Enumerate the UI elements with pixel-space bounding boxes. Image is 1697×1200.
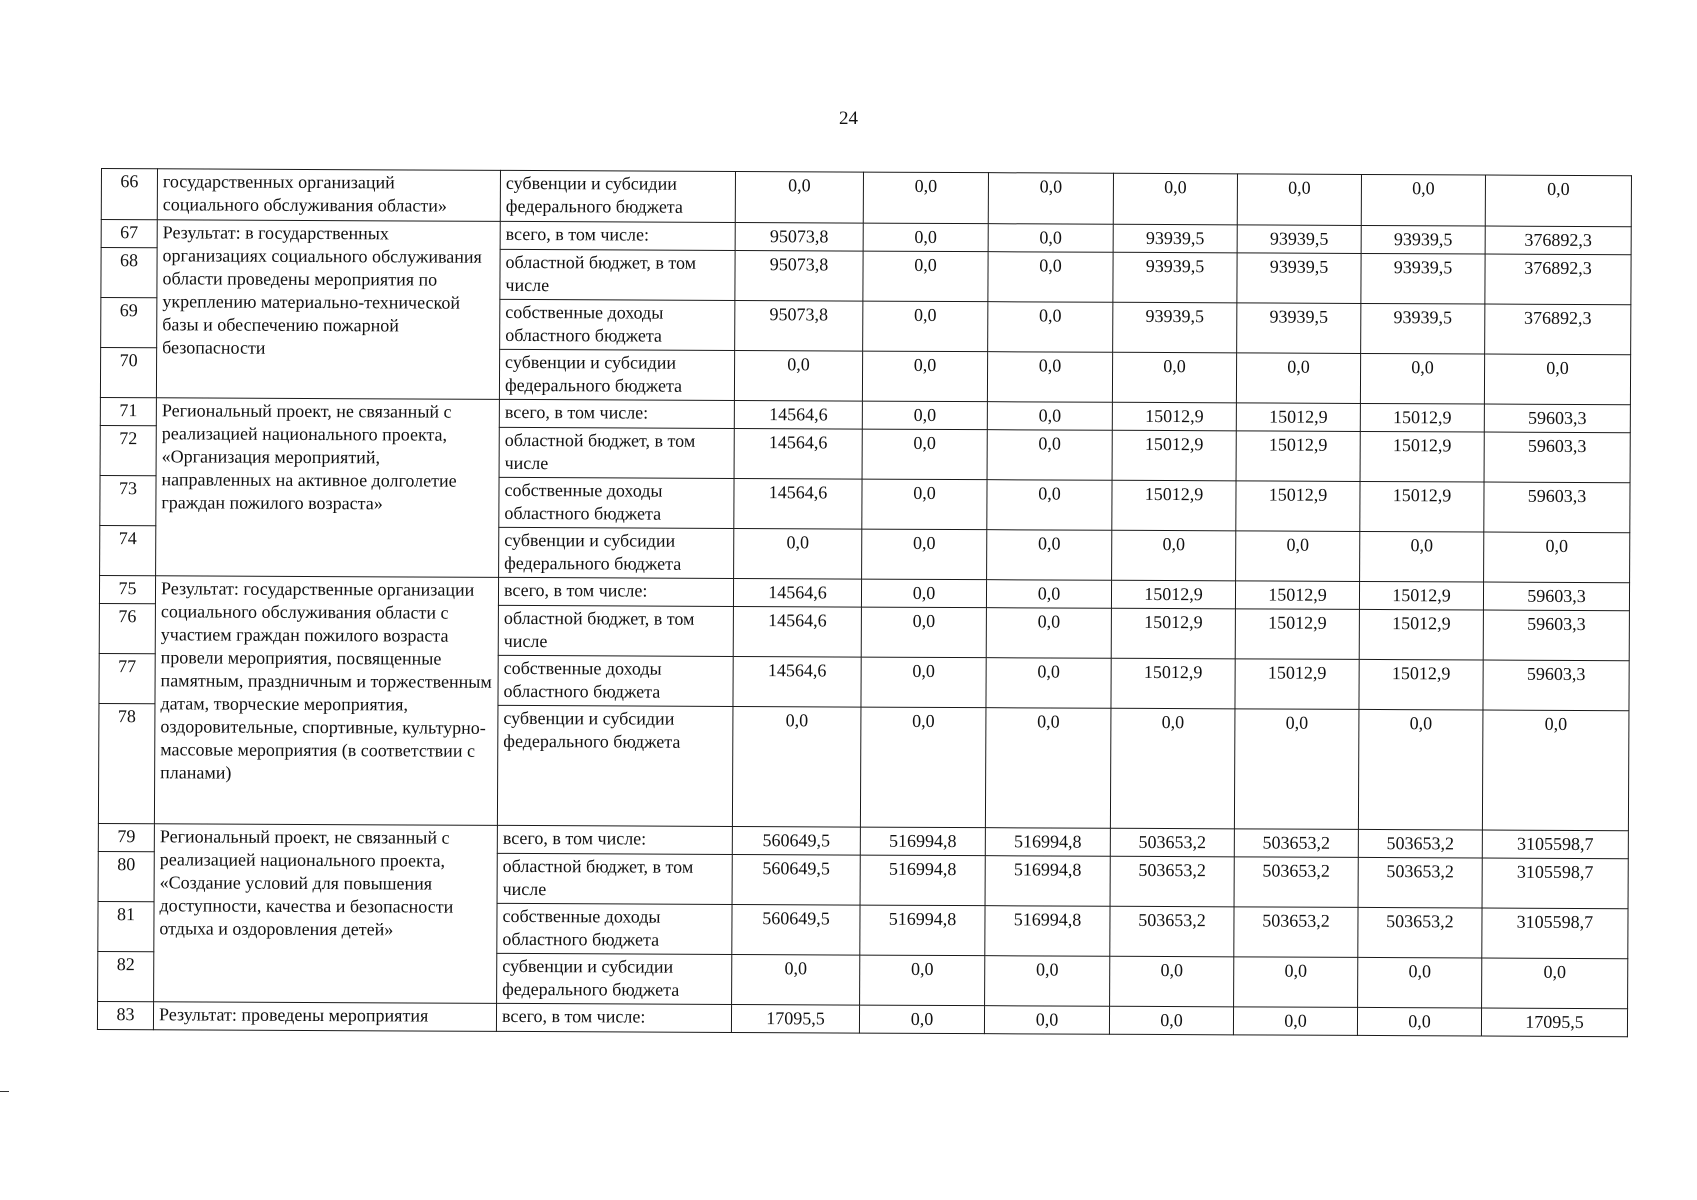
value-cell: 15012,9 xyxy=(1359,609,1483,660)
value-cell: 0,0 xyxy=(1237,174,1361,226)
value-cell: 503653,2 xyxy=(1358,857,1482,908)
item-name: государственных организаций социального обслуживания области» xyxy=(157,169,500,222)
value-cell: 376892,3 xyxy=(1485,304,1631,355)
value-cell: 0,0 xyxy=(987,430,1112,481)
item-name: Результат: государственные организации социального обслуживания области с участием граждан пожилого возраста провели мероприятия, посвященные памятным, праздничным и торжественным датам, творческие мероприятия, оздоровительные, спортивные, культурно-массовые мероприятия (в соответствии с планами) xyxy=(154,576,498,826)
value-cell: 0,0 xyxy=(987,352,1112,403)
value-cell: 93939,5 xyxy=(1113,302,1237,353)
table-row xyxy=(101,169,1631,227)
value-cell: 0,0 xyxy=(1360,353,1484,404)
table-row xyxy=(100,397,1630,432)
row-number: 69 xyxy=(101,298,157,348)
row-number: 67 xyxy=(101,220,157,248)
funding-source: всего, в том числе: xyxy=(496,1003,731,1032)
row-number: 80 xyxy=(98,851,154,901)
value-cell: 0,0 xyxy=(1484,532,1630,583)
row-number: 73 xyxy=(100,475,156,525)
value-cell: 0,0 xyxy=(1110,956,1234,1007)
value-cell: 0,0 xyxy=(1358,957,1482,1008)
value-cell: 15012,9 xyxy=(1360,481,1484,532)
value-cell: 0,0 xyxy=(1112,530,1236,581)
table-row xyxy=(97,1001,1627,1036)
value-cell: 503653,2 xyxy=(1358,829,1482,858)
value-cell: 503653,2 xyxy=(1234,907,1358,958)
funding-source: субвенции и субсидии федерального бюджета xyxy=(500,170,735,222)
item-name: Результат: проведены мероприятия xyxy=(153,1002,496,1032)
value-cell: 15012,9 xyxy=(1111,580,1235,609)
value-cell: 59603,3 xyxy=(1484,482,1630,533)
value-cell: 0,0 xyxy=(1234,957,1358,1008)
value-cell: 376892,3 xyxy=(1485,254,1631,305)
value-cell: 0,0 xyxy=(988,302,1113,353)
value-cell: 0,0 xyxy=(1236,531,1360,582)
value-cell: 17095,5 xyxy=(1481,1008,1627,1037)
value-cell: 15012,9 xyxy=(1112,402,1236,431)
value-cell: 15012,9 xyxy=(1359,581,1483,610)
value-cell: 503653,2 xyxy=(1234,829,1358,858)
value-cell: 0,0 xyxy=(863,301,988,352)
table-row xyxy=(98,823,1628,858)
value-cell: 516994,8 xyxy=(985,856,1110,907)
value-cell: 0,0 xyxy=(1234,709,1359,830)
value-cell: 0,0 xyxy=(1109,1006,1233,1035)
value-cell: 59603,3 xyxy=(1483,660,1629,711)
value-cell: 0,0 xyxy=(988,252,1113,303)
value-cell: 15012,9 xyxy=(1111,608,1235,659)
value-cell: 95073,8 xyxy=(735,222,863,251)
value-cell: 15012,9 xyxy=(1111,658,1235,709)
funding-source: областной бюджет, в том числе xyxy=(497,853,732,904)
value-cell: 93939,5 xyxy=(1237,253,1361,304)
value-cell: 503653,2 xyxy=(1234,857,1358,908)
row-number: 74 xyxy=(100,525,156,575)
value-cell: 0,0 xyxy=(863,251,988,302)
funding-source: собственные доходы областного бюджета xyxy=(499,477,734,528)
value-cell: 0,0 xyxy=(1233,1007,1357,1036)
value-cell: 3105598,7 xyxy=(1482,830,1628,859)
value-cell: 0,0 xyxy=(985,956,1110,1007)
row-number: 77 xyxy=(99,653,155,703)
value-cell: 0,0 xyxy=(1484,354,1630,405)
funding-source: субвенции и субсидии федерального бюджета xyxy=(497,953,732,1004)
value-cell: 59603,3 xyxy=(1484,404,1630,433)
value-cell: 0,0 xyxy=(734,528,862,579)
row-number: 68 xyxy=(101,248,157,298)
value-cell: 0,0 xyxy=(862,429,987,480)
funding-source: субвенции и субсидии федерального бюджета xyxy=(497,705,733,826)
value-cell: 15012,9 xyxy=(1236,403,1360,432)
value-cell: 0,0 xyxy=(861,607,986,658)
page-number: 24 xyxy=(839,108,858,129)
value-cell: 14564,6 xyxy=(734,428,862,479)
value-cell: 560649,5 xyxy=(732,904,860,955)
value-cell: 0,0 xyxy=(735,171,863,223)
margin-mark xyxy=(0,1091,9,1092)
row-number: 66 xyxy=(101,169,157,220)
value-cell: 59603,3 xyxy=(1483,582,1629,611)
row-number: 82 xyxy=(98,951,154,1001)
row-number: 76 xyxy=(99,603,155,653)
value-cell: 15012,9 xyxy=(1360,403,1484,432)
value-cell: 15012,9 xyxy=(1236,431,1360,482)
value-cell: 516994,8 xyxy=(860,905,985,956)
value-cell: 0,0 xyxy=(1482,710,1629,831)
value-cell: 15012,9 xyxy=(1235,609,1359,660)
value-cell: 14564,6 xyxy=(733,606,861,657)
value-cell: 95073,8 xyxy=(735,250,863,301)
value-cell: 0,0 xyxy=(984,1006,1109,1035)
value-cell: 560649,5 xyxy=(732,826,860,855)
table-body xyxy=(97,169,1631,1037)
value-cell: 15012,9 xyxy=(1359,659,1483,710)
value-cell: 15012,9 xyxy=(1112,430,1236,481)
value-cell: 93939,5 xyxy=(1113,252,1237,303)
value-cell: 0,0 xyxy=(1485,175,1631,227)
funding-source: областной бюджет, в том числе xyxy=(500,249,735,300)
value-cell: 0,0 xyxy=(862,351,987,402)
value-cell: 15012,9 xyxy=(1360,431,1484,482)
value-cell: 503653,2 xyxy=(1110,828,1234,857)
funding-source: всего, в том числе: xyxy=(497,825,732,854)
value-cell: 516994,8 xyxy=(860,827,985,856)
value-cell: 0,0 xyxy=(1360,531,1484,582)
item-name: Региональный проект, не связанный с реализацией национального проекта, «Создание условий для повышения доступности, качества и безопасности отдыха и оздоровления детей» xyxy=(154,824,498,1004)
value-cell: 95073,8 xyxy=(735,300,863,351)
value-cell: 0,0 xyxy=(732,706,861,827)
value-cell: 376892,3 xyxy=(1485,226,1631,255)
value-cell: 0,0 xyxy=(862,529,987,580)
value-cell: 0,0 xyxy=(988,173,1113,225)
value-cell: 0,0 xyxy=(1482,958,1628,1009)
funding-source: всего, в том числе: xyxy=(499,399,734,428)
row-number: 71 xyxy=(100,397,156,425)
value-cell: 0,0 xyxy=(863,223,988,252)
value-cell: 93939,5 xyxy=(1113,224,1237,253)
table-row xyxy=(101,220,1631,255)
value-cell: 0,0 xyxy=(1110,708,1235,829)
value-cell: 17095,5 xyxy=(731,1004,859,1033)
row-number: 70 xyxy=(100,348,156,398)
funding-source: областной бюджет, в том числе xyxy=(499,427,734,478)
value-cell: 516994,8 xyxy=(985,906,1110,957)
value-cell: 516994,8 xyxy=(860,855,985,906)
value-cell: 0,0 xyxy=(1361,174,1485,226)
value-cell: 14564,6 xyxy=(733,656,861,707)
value-cell: 0,0 xyxy=(987,402,1112,431)
row-number: 75 xyxy=(99,575,155,603)
value-cell: 14564,6 xyxy=(733,578,861,607)
value-cell: 0,0 xyxy=(986,658,1111,709)
value-cell: 0,0 xyxy=(1358,709,1483,830)
funding-source: всего, в том числе: xyxy=(500,221,735,250)
value-cell: 14564,6 xyxy=(734,478,862,529)
value-cell: 59603,3 xyxy=(1484,432,1630,483)
funding-source: собственные доходы областного бюджета xyxy=(500,299,735,350)
value-cell: 503653,2 xyxy=(1110,906,1234,957)
value-cell: 560649,5 xyxy=(732,854,860,905)
funding-source: областной бюджет, в том числе xyxy=(498,605,733,656)
value-cell: 503653,2 xyxy=(1110,856,1234,907)
item-name: Результат: в государственных организациях социального обслуживания области проведены мероприятия по укреплению материально-технической базы и обеспечению пожарной безопасности xyxy=(156,220,500,400)
value-cell: 93939,5 xyxy=(1361,253,1485,304)
value-cell: 0,0 xyxy=(988,224,1113,253)
value-cell: 0,0 xyxy=(861,579,986,608)
value-cell: 93939,5 xyxy=(1237,225,1361,254)
value-cell: 15012,9 xyxy=(1235,659,1359,710)
value-cell: 0,0 xyxy=(1357,1007,1481,1036)
table-row xyxy=(99,575,1629,610)
value-cell: 0,0 xyxy=(986,580,1111,609)
value-cell: 15012,9 xyxy=(1235,581,1359,610)
value-cell: 0,0 xyxy=(860,955,985,1006)
value-cell: 0,0 xyxy=(859,1005,984,1034)
row-number: 72 xyxy=(100,425,156,475)
value-cell: 3105598,7 xyxy=(1482,908,1628,959)
value-cell: 0,0 xyxy=(1236,353,1360,404)
funding-source: всего, в том числе: xyxy=(498,577,733,606)
value-cell: 0,0 xyxy=(986,608,1111,659)
value-cell: 3105598,7 xyxy=(1482,858,1628,909)
funding-source: субвенции и субсидии федерального бюджета xyxy=(499,349,734,400)
value-cell: 516994,8 xyxy=(985,828,1110,857)
value-cell: 0,0 xyxy=(985,708,1111,829)
value-cell: 0,0 xyxy=(862,401,987,430)
funding-source: собственные доходы областного бюджета xyxy=(498,655,733,706)
value-cell: 0,0 xyxy=(987,530,1112,581)
value-cell: 0,0 xyxy=(860,707,986,828)
funding-source: субвенции и субсидии федерального бюджета xyxy=(499,527,734,578)
value-cell: 14564,6 xyxy=(734,400,862,429)
row-number: 81 xyxy=(98,901,154,951)
value-cell: 15012,9 xyxy=(1112,480,1236,531)
value-cell: 0,0 xyxy=(863,172,988,224)
row-number: 83 xyxy=(97,1001,153,1029)
value-cell: 503653,2 xyxy=(1358,907,1482,958)
value-cell: 93939,5 xyxy=(1361,225,1485,254)
value-cell: 93939,5 xyxy=(1237,303,1361,354)
value-cell: 0,0 xyxy=(862,479,987,530)
value-cell: 0,0 xyxy=(732,954,860,1005)
value-cell: 0,0 xyxy=(1112,352,1236,403)
value-cell: 15012,9 xyxy=(1236,481,1360,532)
row-number: 78 xyxy=(98,703,155,823)
funding-source: собственные доходы областного бюджета xyxy=(497,903,732,954)
value-cell: 59603,3 xyxy=(1483,610,1629,661)
value-cell: 0,0 xyxy=(1113,173,1237,225)
value-cell: 93939,5 xyxy=(1361,303,1485,354)
value-cell: 0,0 xyxy=(987,480,1112,531)
value-cell: 0,0 xyxy=(734,350,862,401)
value-cell: 0,0 xyxy=(861,657,986,708)
row-number: 79 xyxy=(98,823,154,851)
budget-table xyxy=(97,168,1632,1037)
item-name: Региональный проект, не связанный с реализацией национального проекта, «Организация мероприятий, направленных на активное долголетие граждан пожилого возраста» xyxy=(156,398,500,578)
